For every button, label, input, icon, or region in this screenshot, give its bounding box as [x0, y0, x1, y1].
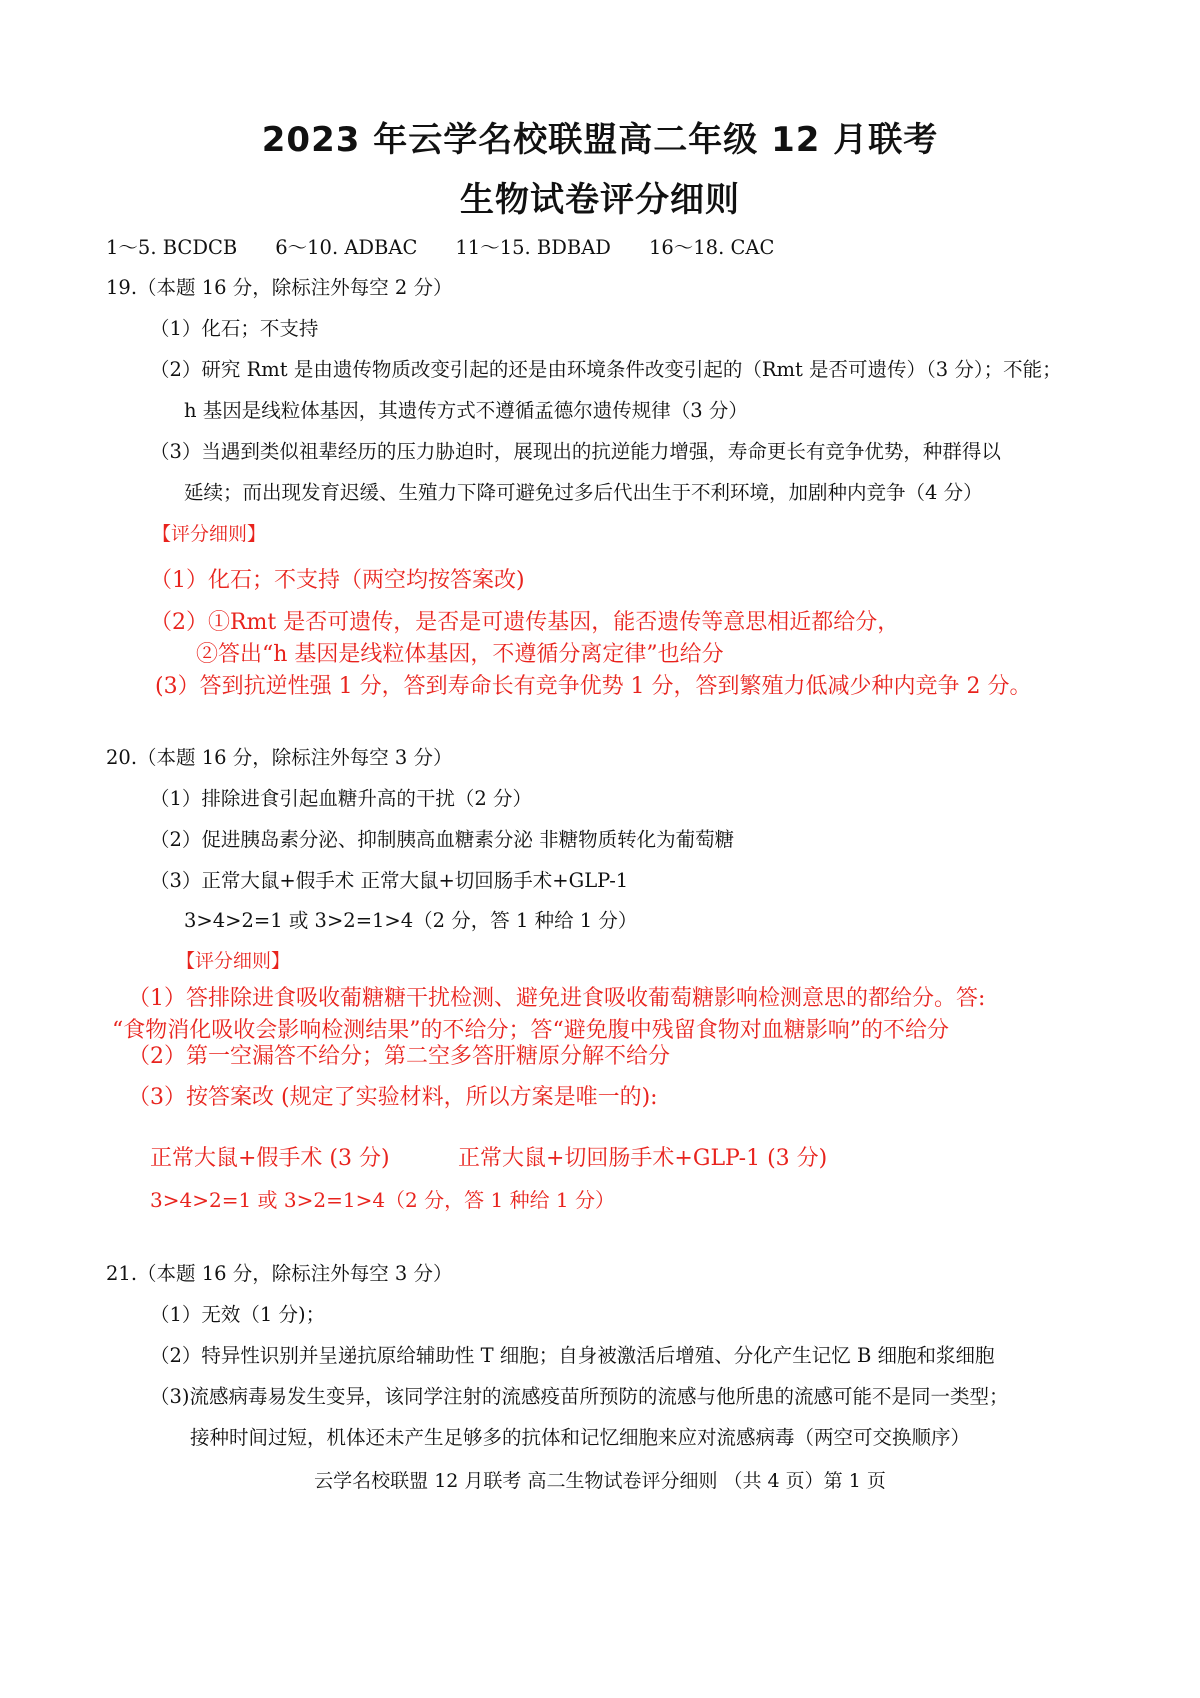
mc-answer-group: 6～10. ADBAC	[275, 236, 418, 259]
q19-rubric-tag: 【评分细则】	[152, 523, 267, 545]
q19-rubric-2-line2: ②答出“h 基因是线粒体基因，不遵循分离定律”也给分	[196, 642, 724, 667]
q19-answer-3-line2: 延续；而出现发育迟缓、生殖力下降可避免过多后代出生于不利环境，加剧种内竞争（4 分）	[184, 481, 983, 504]
page-footer: 云学名校联盟 12 月联考 高二生物试卷评分细则 （共 4 页）第 1 页	[314, 1470, 886, 1492]
q21-answer-3-line2: 接种时间过短，机体还未产生足够多的抗体和记忆细胞来应对流感病毒（两空可交换顺序）	[190, 1426, 971, 1449]
q19-heading: 19.（本题 16 分，除标注外每空 2 分）	[106, 276, 453, 299]
q20-rubric-3: （3）按答案改 (规定了实验材料，所以方案是唯一的):	[128, 1085, 658, 1110]
q21-answer-1: （1）无效（1 分)；	[150, 1303, 326, 1326]
q20-rubric-2: （2）第一空漏答不给分；第二空多答肝糖原分解不给分	[128, 1044, 670, 1069]
q20-answer-3-line1: （3）正常大鼠+假手术 正常大鼠+切回肠手术+GLP-1	[150, 869, 629, 892]
q19-answer-3-line1: （3）当遇到类似祖辈经历的压力胁迫时，展现出的抗逆能力增强，寿命更长有竞争优势，种群得以	[150, 440, 1001, 463]
q20-answer-1: （1）排除进食引起血糖升高的干扰（2 分）	[150, 787, 533, 810]
mc-answers	[106, 232, 812, 260]
q21-answer-3-line1: （3)流感病毒易发生变异，该同学注射的流感疫苗所预防的流感与他所患的流感可能不是同一类型；	[150, 1385, 1009, 1408]
q20-rubric-1-line1: （1）答排除进食吸收葡糖糖干扰检测、避免进食吸收葡萄糖影响检测意思的都给分。答:	[128, 986, 986, 1011]
q20-heading: 20.（本题 16 分，除标注外每空 3 分）	[106, 746, 453, 769]
q21-answer-2: （2）特异性识别并呈递抗原给辅助性 T 细胞；自身被激活后增殖、分化产生记忆 B 细胞和浆细胞	[150, 1344, 995, 1367]
mc-answer-group: 11～15. BDBAD	[455, 236, 611, 259]
page-title: 2023 年云学名校联盟高二年级 12 月联考	[261, 120, 939, 160]
q20-rubric-3-order: 3>4>2=1 或 3>2=1>4（2 分，答 1 种给 1 分）	[150, 1188, 616, 1212]
q19-answer-2-line1: （2）研究 Rmt 是由遗传物质改变引起的还是由环境条件改变引起的（Rmt 是否可遗传）（3 分）；不能；	[150, 358, 1062, 381]
q20-answer-3-line2: 3>4>2=1 或 3>2=1>4（2 分，答 1 种给 1 分）	[184, 909, 638, 932]
q19-rubric-1: （1）化石；不支持（两空均按答案改)	[150, 568, 525, 593]
page-subtitle: 生物试卷评分细则	[460, 180, 740, 220]
q19-answer-2-line2: h 基因是线粒体基因，其遗传方式不遵循孟德尔遗传规律（3 分）	[184, 399, 748, 422]
mc-answer-group: 1～5. BCDCB	[106, 236, 238, 259]
q20-rubric-tag: 【评分细则】	[176, 950, 291, 972]
q20-answer-2: （2）促进胰岛素分泌、抑制胰高血糖素分泌 非糖物质转化为葡萄糖	[150, 828, 735, 851]
mc-answer-group: 16～18. CAC	[648, 236, 775, 259]
q19-rubric-2-line1: （2）①Rmt 是否可遗传，是否是可遗传基因，能否遗传等意思相近都给分，	[150, 610, 900, 635]
q19-answer-1: （1）化石；不支持	[150, 317, 319, 340]
q19-rubric-3: (3）答到抗逆性强 1 分，答到寿命长有竞争优势 1 分，答到繁殖力低减少种内竞争 2 分。	[155, 674, 1032, 699]
q20-rubric-3-option-a: 正常大鼠+假手术 (3 分)	[150, 1146, 390, 1171]
q21-heading: 21.（本题 16 分，除标注外每空 3 分）	[106, 1262, 453, 1285]
q20-rubric-3-option-b: 正常大鼠+切回肠手术+GLP-1 (3 分)	[458, 1146, 828, 1171]
q20-rubric-1-line2: “食物消化吸收会影响检测结果”的不给分；答“避免腹中残留食物对血糖影响”的不给分	[112, 1018, 949, 1043]
